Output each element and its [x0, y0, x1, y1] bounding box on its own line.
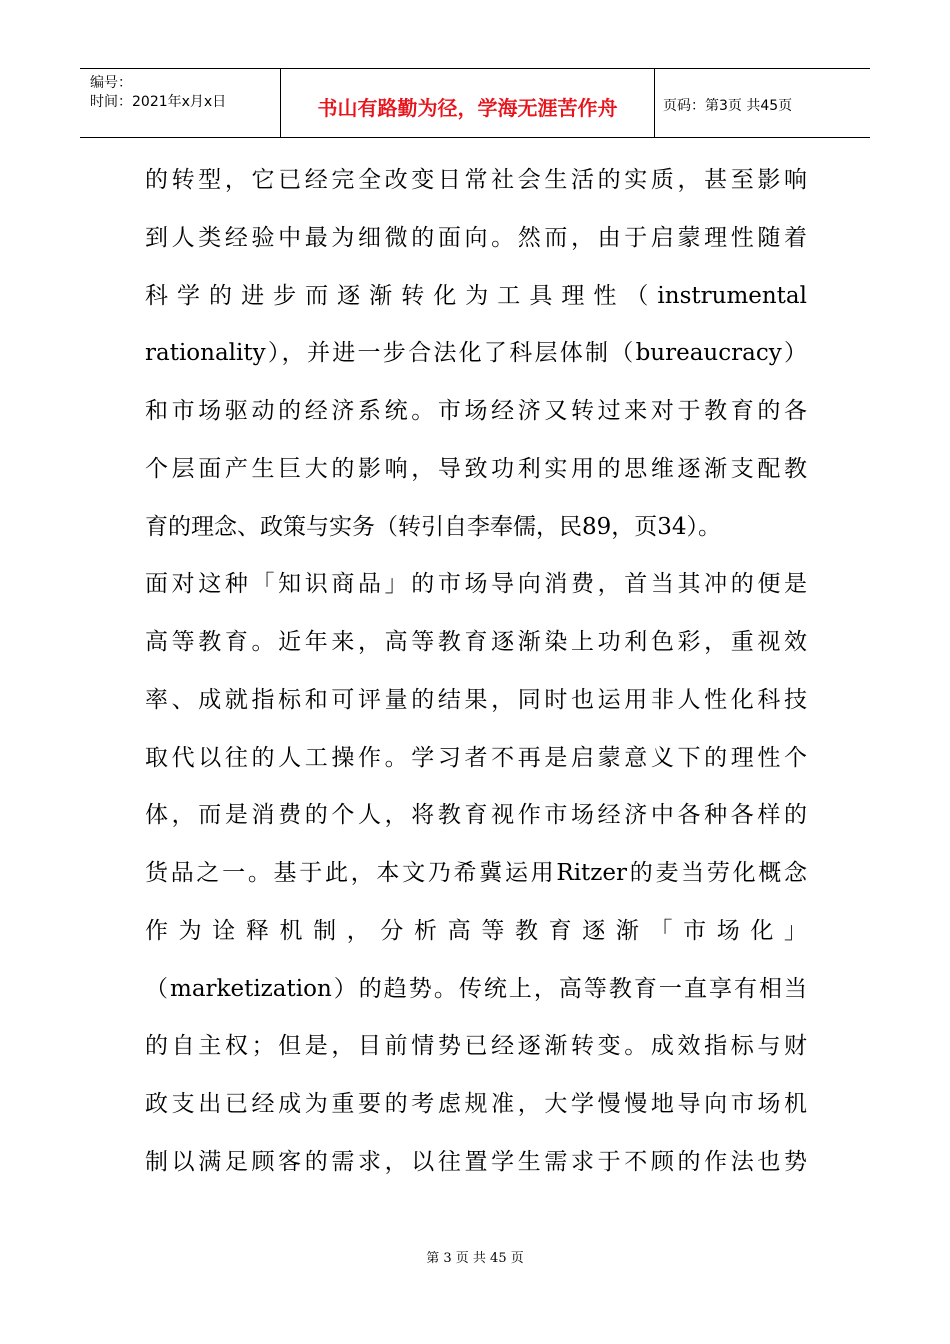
- text-line: 政支出已经成为重要的考虑规准，大学慢慢地导向市场机: [145, 1091, 807, 1117]
- header-page-cell: [655, 69, 870, 137]
- document-date: 时间：2021年x月x日: [90, 94, 227, 110]
- body-text: [145, 152, 807, 1192]
- text-line: 和市场驱动的经济系统。市场经济又转过来对于教育的各: [145, 398, 807, 424]
- text-line: rationality），并进一步合法化了科层体制（bureaucracy）: [145, 340, 807, 367]
- text-line: 的自主权；但是，目前情势已经逐渐转变。成效指标与财: [145, 1033, 807, 1060]
- header-page-info: 页码：第3页 共45页: [663, 98, 793, 114]
- text-line: 个层面产生巨大的影响，导致功利实用的思维逐渐支配教: [145, 455, 807, 482]
- document-number-label: 编号：: [90, 75, 132, 91]
- text-line: 到人类经验中最为细微的面向。然而，由于启蒙理性随着: [145, 224, 807, 251]
- text-line: （marketization）的趋势。传统上，高等教育一直享有相当: [145, 975, 807, 1002]
- text-line: 率、成就指标和可评量的结果，同时也运用非人性化科技: [145, 686, 807, 713]
- text-line: 取代以往的人工操作。学习者不再是启蒙意义下的理性个: [145, 744, 807, 771]
- text-line: 科学的进步而逐渐转化为工具理性（instrumental: [145, 282, 807, 309]
- text-line: 制以满足顾客的需求，以往置学生需求于不顾的作法也势: [145, 1148, 807, 1175]
- header-meta-cell: [80, 69, 281, 137]
- text-line: 体，而是消费的个人，将教育视作市场经济中各种各样的: [145, 802, 807, 829]
- page-header: [80, 68, 870, 138]
- text-line: 货品之一。基于此，本文乃希冀运用Ritzer的麦当劳化概念: [145, 860, 807, 886]
- text-line: 面对这种「知识商品」的市场导向消费，首当其冲的便是: [145, 571, 807, 598]
- page-footer: 第 3 页 共 45 页: [426, 1251, 524, 1266]
- text-line: 育的理念、政策与实务（转引自李奉儒，民89，页34）。: [145, 513, 722, 540]
- text-line: 作为诠释机制，分析高等教育逐渐「市场化」: [145, 917, 807, 944]
- text-line: 的转型，它已经完全改变日常社会生活的实质，甚至影响: [145, 167, 807, 193]
- header-motto-cell: [281, 69, 655, 137]
- header-motto: 书山有路勤为径，学海无涯苦作舟: [317, 96, 618, 120]
- text-line: 高等教育。近年来，高等教育逐渐染上功利色彩，重视效: [145, 629, 807, 655]
